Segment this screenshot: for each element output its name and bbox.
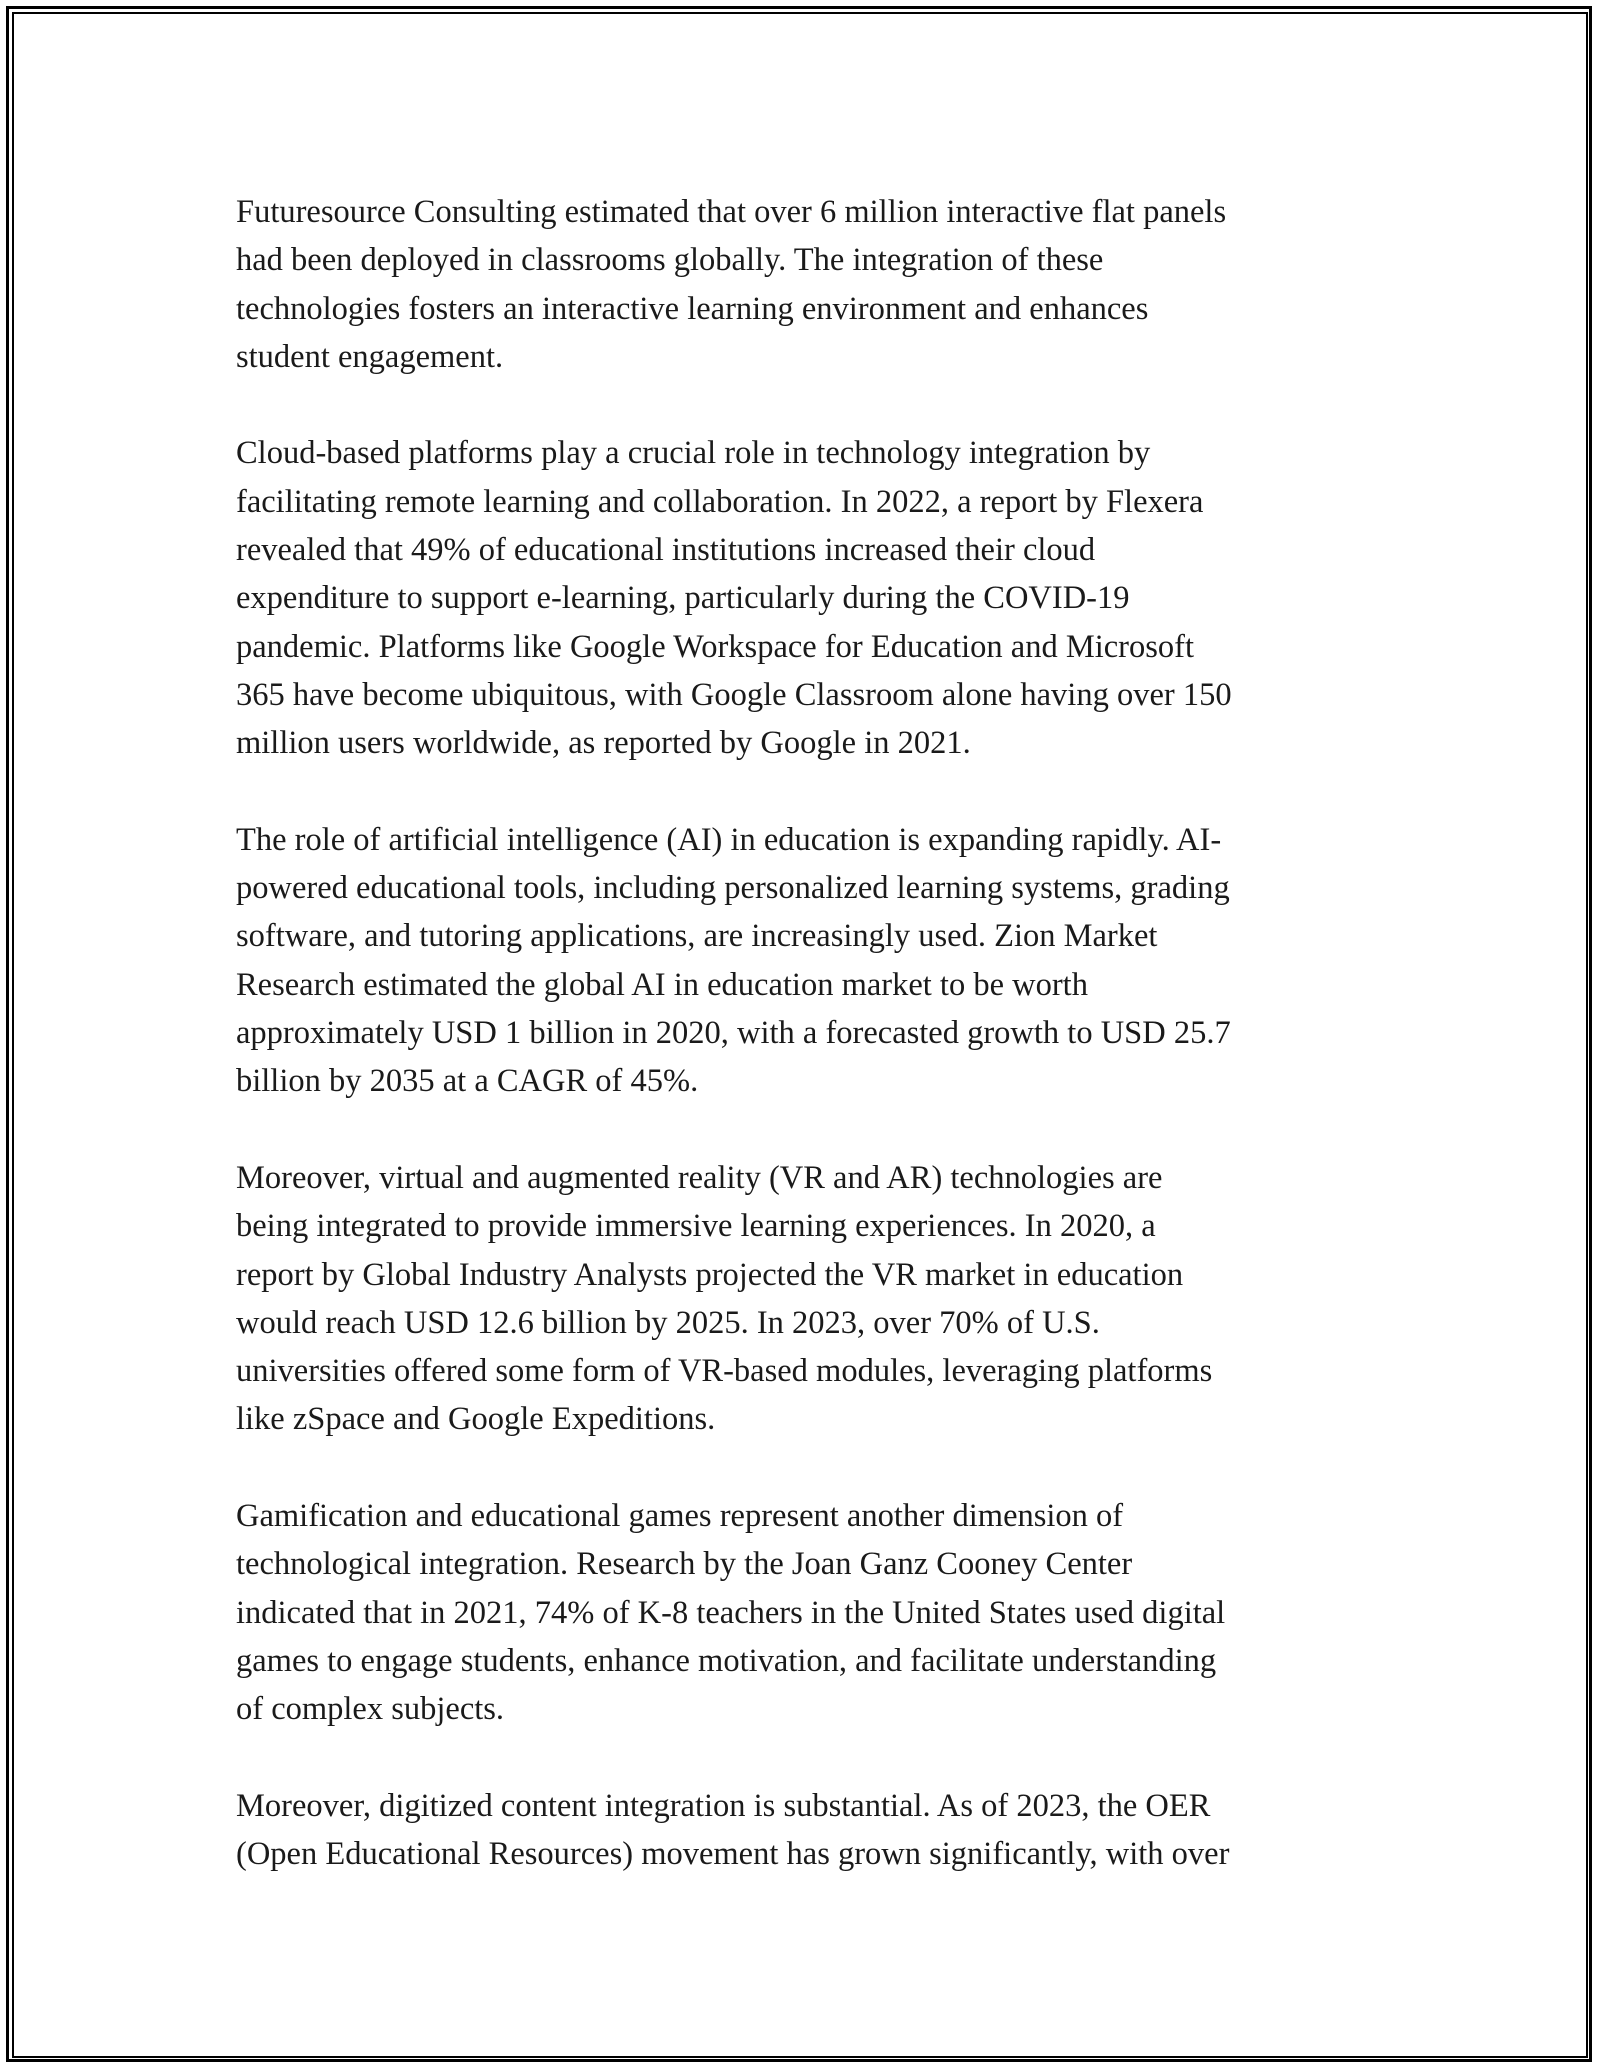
text-line: technologies fosters an interactive learning environment and enhances <box>236 290 1149 327</box>
paragraph-artificial-intelligence <box>236 816 1366 1106</box>
text-line: powered educational tools, including personalized learning systems, grading <box>236 870 1230 907</box>
text-line: Research estimated the global AI in education market to be worth <box>236 966 1088 1003</box>
text-line: approximately USD 1 billion in 2020, with a forecasted growth to USD 25.7 <box>236 1015 1231 1052</box>
text-line: software, and tutoring applications, are increasingly used. Zion Market <box>236 918 1158 955</box>
document-body <box>236 188 1366 1927</box>
text-line: (Open Educational Resources) movement has grown significantly, with over <box>236 1836 1230 1873</box>
text-line: would reach USD 12.6 billion by 2025. In 2023, over 70% of U.S. <box>236 1304 1100 1341</box>
text-line: being integrated to provide immersive learning experiences. In 2020, a <box>236 1208 1156 1245</box>
text-line: student engagement. <box>236 338 504 375</box>
text-line: indicated that in 2021, 74% of K-8 teachers in the United States used digital <box>236 1594 1226 1631</box>
text-line: pandemic. Platforms like Google Workspace for Education and Microsoft <box>236 628 1194 665</box>
paragraph-cloud-intro-panels <box>236 188 1366 381</box>
paragraph-gamification <box>236 1492 1366 1733</box>
text-line: report by Global Industry Analysts projected the VR market in education <box>236 1256 1184 1293</box>
paragraph-virtual-reality <box>236 1154 1366 1444</box>
text-line: Cloud-based platforms play a crucial role in technology integration by <box>236 435 1151 472</box>
text-line: Futuresource Consulting estimated that over 6 million interactive flat panels <box>236 194 1227 230</box>
text-line: million users worldwide, as reported by Google in 2021. <box>236 725 971 762</box>
text-line: technological integration. Research by the Joan Ganz Cooney Center <box>236 1546 1133 1583</box>
text-line: 365 have become ubiquitous, with Google Classroom alone having over 150 <box>236 676 1232 713</box>
text-line: facilitating remote learning and collaboration. In 2022, a report by Flexera <box>236 483 1204 520</box>
text-line: had been deployed in classrooms globally. The integration of these <box>236 242 1104 279</box>
text-line: expenditure to support e-learning, particularly during the COVID-19 <box>236 580 1130 617</box>
text-line: of complex subjects. <box>236 1691 505 1728</box>
text-line: billion by 2035 at a CAGR of 45%. <box>236 1063 699 1100</box>
text-line: revealed that 49% of educational institutions increased their cloud <box>236 532 1096 569</box>
paragraph-digitized-content <box>236 1782 1366 1879</box>
text-line: games to engage students, enhance motivation, and facilitate understanding <box>236 1642 1217 1679</box>
text-line: Moreover, virtual and augmented reality (VR and AR) technologies are <box>236 1159 1163 1196</box>
text-line: Gamification and educational games represent another dimension of <box>236 1498 1124 1535</box>
text-line: universities offered some form of VR-based modules, leveraging platforms <box>236 1353 1213 1390</box>
paragraph-cloud-platforms <box>236 429 1366 767</box>
text-line: Moreover, digitized content integration is substantial. As of 2023, the OER <box>236 1787 1211 1824</box>
text-line: The role of artificial intelligence (AI) in education is expanding rapidly. AI- <box>236 821 1222 858</box>
text-line: like zSpace and Google Expeditions. <box>236 1401 716 1438</box>
